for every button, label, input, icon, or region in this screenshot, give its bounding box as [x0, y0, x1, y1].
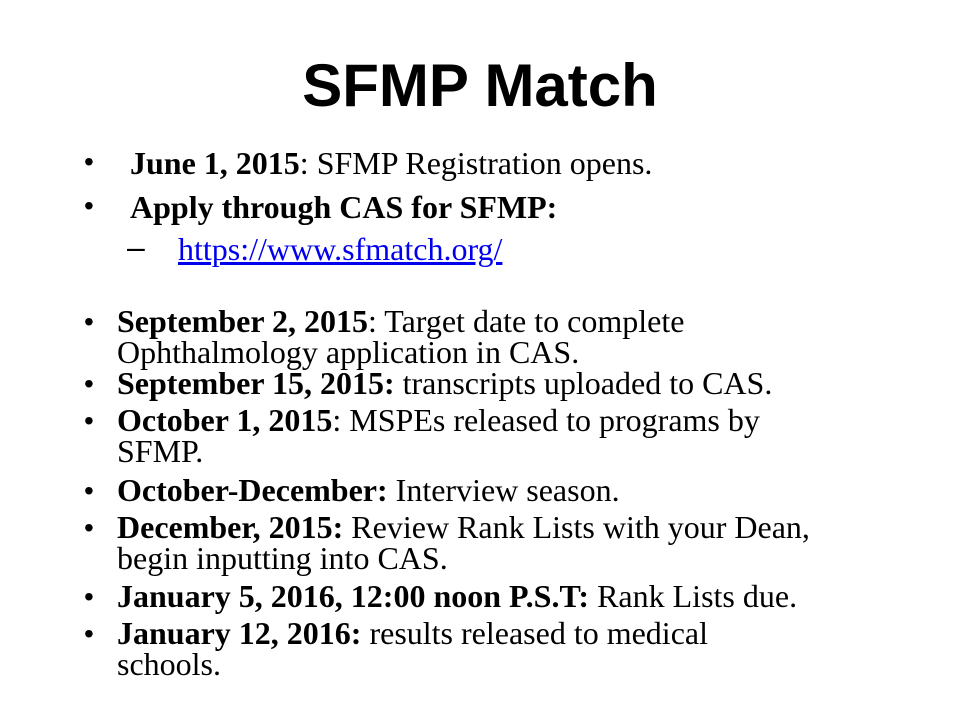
- item-date: January 12, 2016:: [117, 615, 362, 651]
- item-text-line2: schools.: [117, 646, 221, 682]
- bullet-icon: •: [84, 618, 94, 649]
- item-date: December, 2015:: [117, 509, 344, 545]
- bullet-icon: •: [84, 306, 94, 337]
- slide-title: SFMP Match: [302, 52, 658, 119]
- sfmatch-link[interactable]: https://www.sfmatch.org/: [178, 231, 503, 267]
- bullet-icon: •: [84, 475, 94, 506]
- list-item: [130, 145, 653, 181]
- bullet-icon: •: [84, 190, 94, 221]
- list-item: [117, 402, 760, 469]
- item-date: October-December:: [117, 472, 388, 508]
- bullet-icon: •: [84, 512, 94, 543]
- item-date: September 15, 2015:: [117, 365, 395, 401]
- bullet-icon: •: [84, 368, 94, 399]
- list-item: [117, 472, 620, 508]
- link-item: [178, 231, 503, 267]
- item-text-line2: Ophthalmology application in CAS.: [117, 334, 580, 370]
- item-date: October 1, 2015: [117, 402, 333, 438]
- list-item: [117, 509, 810, 576]
- item-text: : MSPEs released to programs by: [332, 402, 760, 438]
- list-item: [117, 615, 708, 682]
- item-text: : SFMP Registration opens.: [299, 145, 653, 181]
- item-text: Interview season.: [387, 472, 620, 508]
- item-date: January 5, 2016, 12:00 noon P.S.T:: [117, 578, 590, 614]
- item-text: : Target date to complete: [367, 303, 685, 339]
- item-date: June 1, 2015: [130, 145, 300, 181]
- item-text: Rank Lists due.: [589, 578, 798, 614]
- bullet-icon: •: [84, 146, 94, 177]
- item-date: September 2, 2015: [117, 303, 368, 339]
- list-item: [130, 189, 558, 225]
- item-text: results released to medical: [361, 615, 708, 651]
- bullet-icon: •: [84, 405, 94, 436]
- dash-icon: –: [127, 229, 145, 265]
- item-text: Review Rank Lists with your Dean,: [343, 509, 810, 545]
- list-item: [117, 303, 685, 370]
- item-date: Apply through CAS for SFMP:: [130, 189, 558, 225]
- item-text-line2: SFMP.: [117, 433, 204, 469]
- list-item: [117, 365, 773, 401]
- bullet-icon: •: [84, 581, 94, 612]
- list-item: [117, 578, 798, 614]
- item-text-line2: begin inputting into CAS.: [117, 540, 448, 576]
- item-text: transcripts uploaded to CAS.: [394, 365, 773, 401]
